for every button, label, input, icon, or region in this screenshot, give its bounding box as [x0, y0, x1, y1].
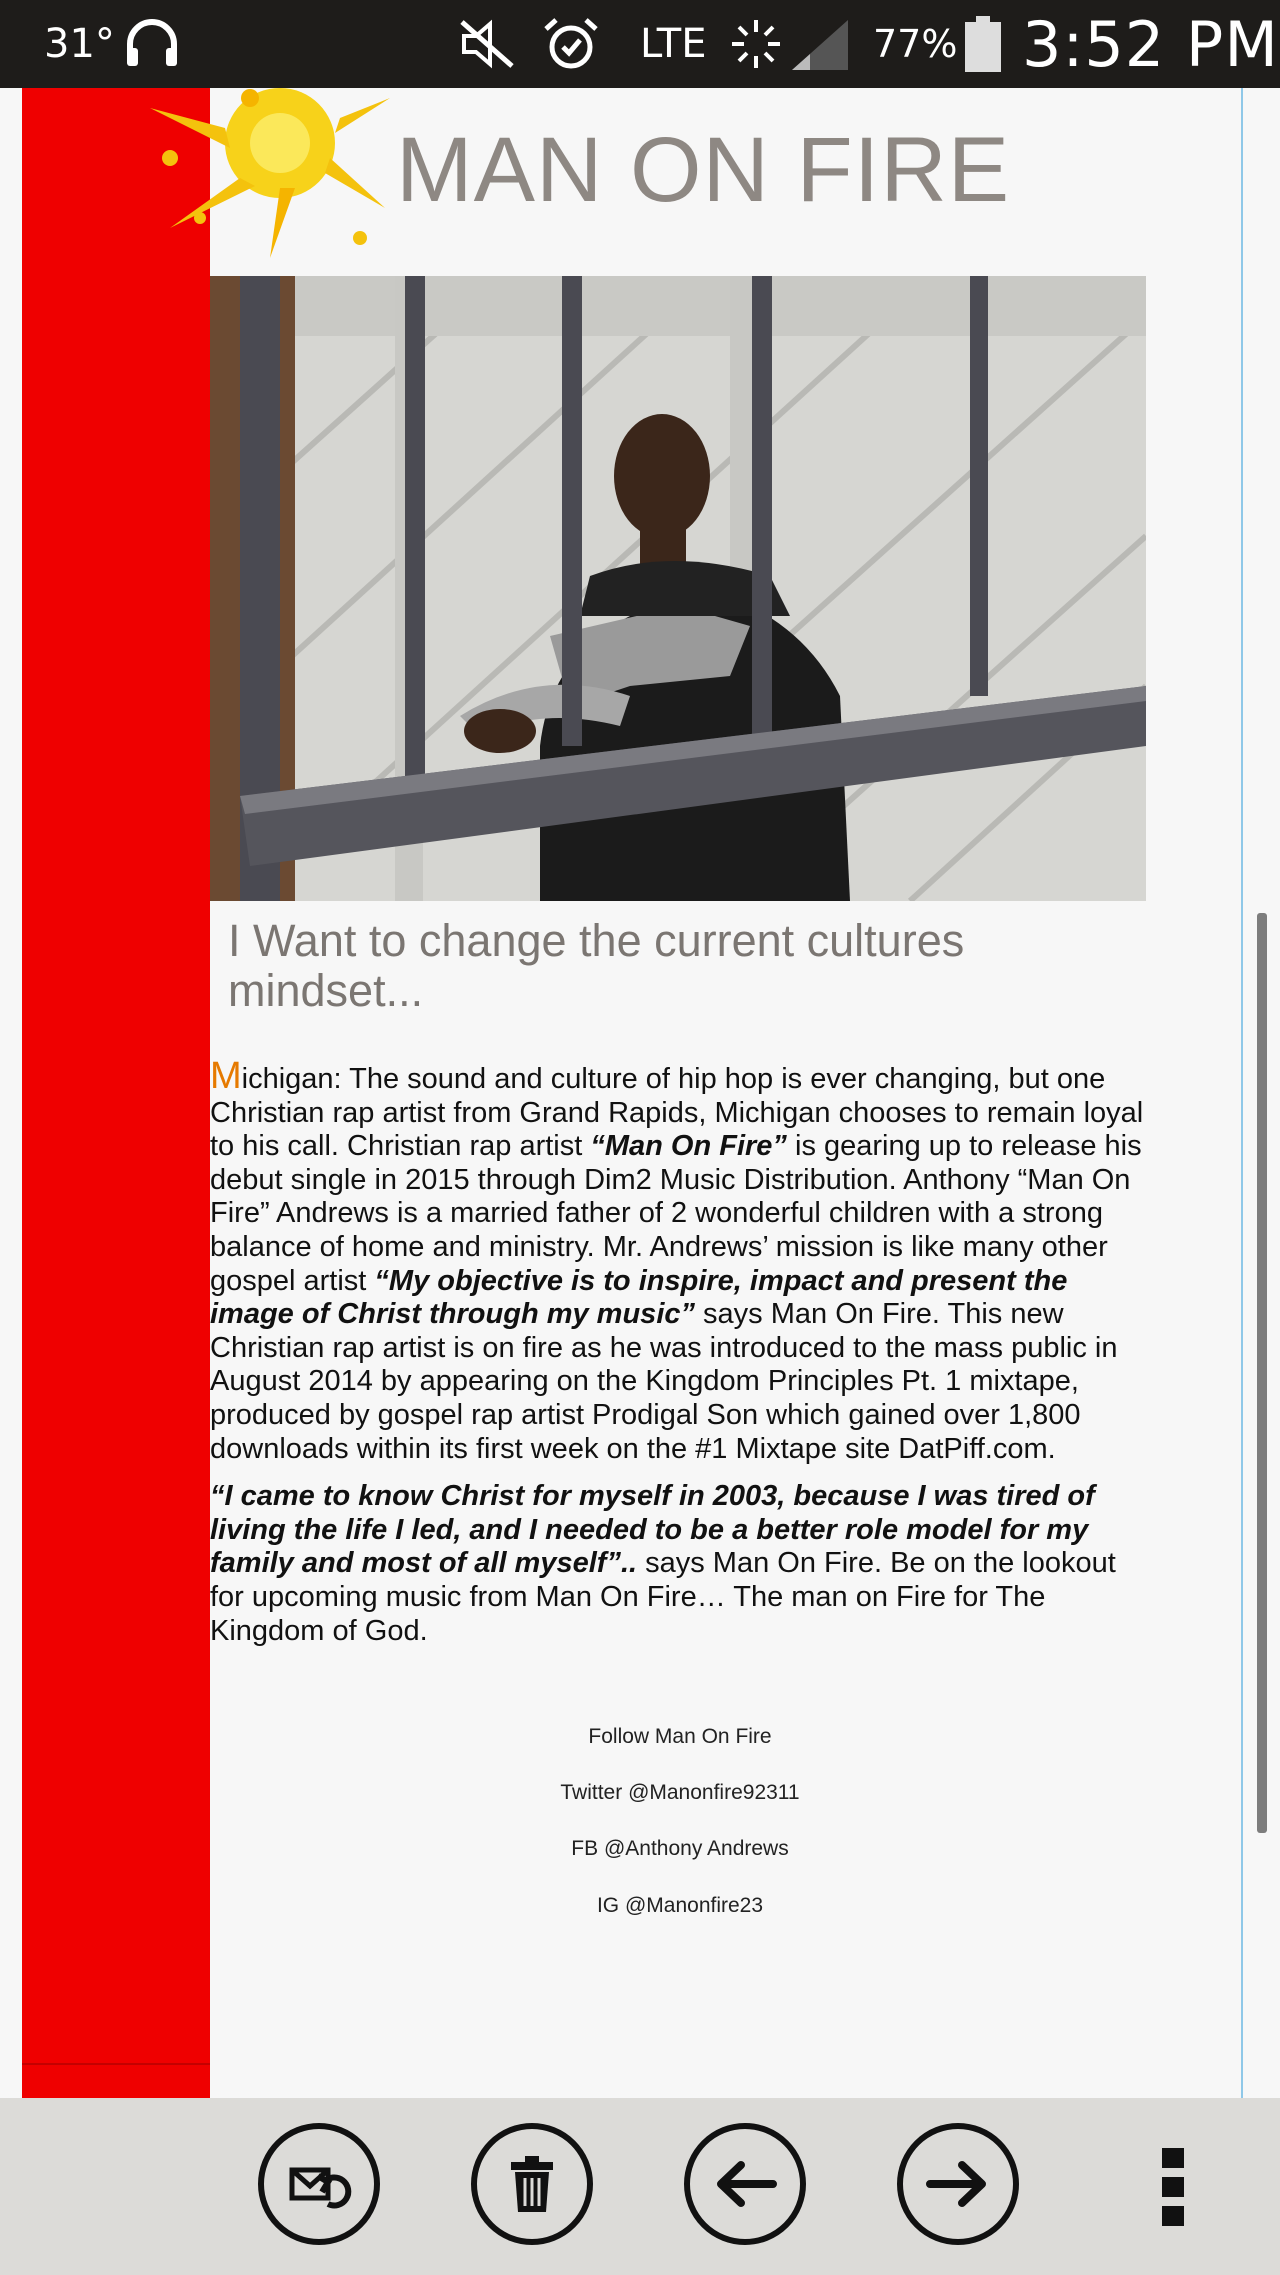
- delete-button[interactable]: [471, 2123, 593, 2245]
- previous-button[interactable]: [684, 2123, 806, 2245]
- clock-text: 3:52 PM: [1022, 7, 1279, 81]
- divider: [22, 2063, 210, 2065]
- back-arrow-icon: [713, 2159, 777, 2209]
- article-subtitle: I Want to change the current cultures mindset...: [228, 915, 965, 1016]
- page-edge-line: [1241, 88, 1243, 2098]
- drop-cap: M: [210, 1055, 242, 1097]
- quote-emphasis: “Man On Fire”: [590, 1130, 787, 1163]
- delete-icon: [507, 2154, 557, 2214]
- paint-splash-graphic: [130, 88, 390, 258]
- instagram-handle: IG @Manonfire23: [596, 1894, 764, 1917]
- forward-arrow-icon: [926, 2159, 990, 2209]
- bottom-toolbar: [0, 2098, 1280, 2275]
- reply-icon: [284, 2154, 354, 2214]
- facebook-handle: FB @Anthony Andrews: [571, 1837, 789, 1860]
- mute-icon: [458, 0, 516, 88]
- battery-icon: [963, 0, 1003, 88]
- status-bar: [0, 0, 1280, 88]
- scrollbar-thumb[interactable]: [1257, 913, 1267, 1833]
- twitter-handle: Twitter @Manonfire92311: [560, 1781, 800, 1804]
- overflow-menu-icon[interactable]: [1162, 2148, 1184, 2235]
- battery-percent-text: 77%: [873, 22, 958, 66]
- article-paragraph: [210, 1480, 1150, 1648]
- article-page: [0, 88, 1280, 2098]
- artist-photo: [210, 276, 1146, 901]
- follow-heading: Follow Man On Fire: [588, 1725, 772, 1748]
- text-run: is gearing up to release his debut single in 2015 through Dim2 Music Distribution. Anthony “Man On Fire” Andrews is a married father of 2 wonderful children with a strong balance of home and ministry. Mr. Andrews’ mission is like many other gospel artist: [210, 1130, 1142, 1297]
- data-transfer-icon: [728, 0, 784, 88]
- text-run: ichigan: The sound and culture of hip hop is ever changing, but one Christian rap artist from Grand Rapids, Michigan chooses to remain loyal to his call. Christian rap artist: [210, 1063, 1144, 1163]
- network-type-text: LTE: [640, 21, 707, 67]
- reply-button[interactable]: [258, 2123, 380, 2245]
- signal-icon: [790, 0, 850, 88]
- text-run: says Man On Fire. This new Christian rap artist is on fire as he was introduced to the mass public in August 2014 by appearing on the Kingdom Principles Pt. 1 mixtape, produced by gospel rap artist Prodigal Son which gained over 1,800 downloads within its first week on the #1 Mixtape site DatPiff.com.: [210, 1298, 1118, 1465]
- next-button[interactable]: [897, 2123, 1019, 2245]
- headphones-icon: [124, 0, 180, 88]
- temperature-text: 31°: [44, 21, 115, 67]
- red-sidebar-stripe: [22, 88, 210, 2098]
- quote-emphasis: “I came to know Christ for myself in 2003, because I was tired of living the life I led, and I needed to be a better role model for my family and most of all myself”..: [210, 1480, 1095, 1580]
- article-body: [210, 1055, 1150, 1662]
- article-paragraph: [210, 1055, 1150, 1466]
- alarm-icon: [542, 0, 600, 88]
- text-run: says Man On Fire. Be on the lookout for upcoming music from Man On Fire… The man on Fire for The Kingdom of God.: [210, 1547, 1116, 1647]
- page-title: MAN ON FIRE: [396, 119, 1011, 221]
- quote-emphasis: “My objective is to inspire, impact and present the image of Christ through my music”: [210, 1264, 1068, 1331]
